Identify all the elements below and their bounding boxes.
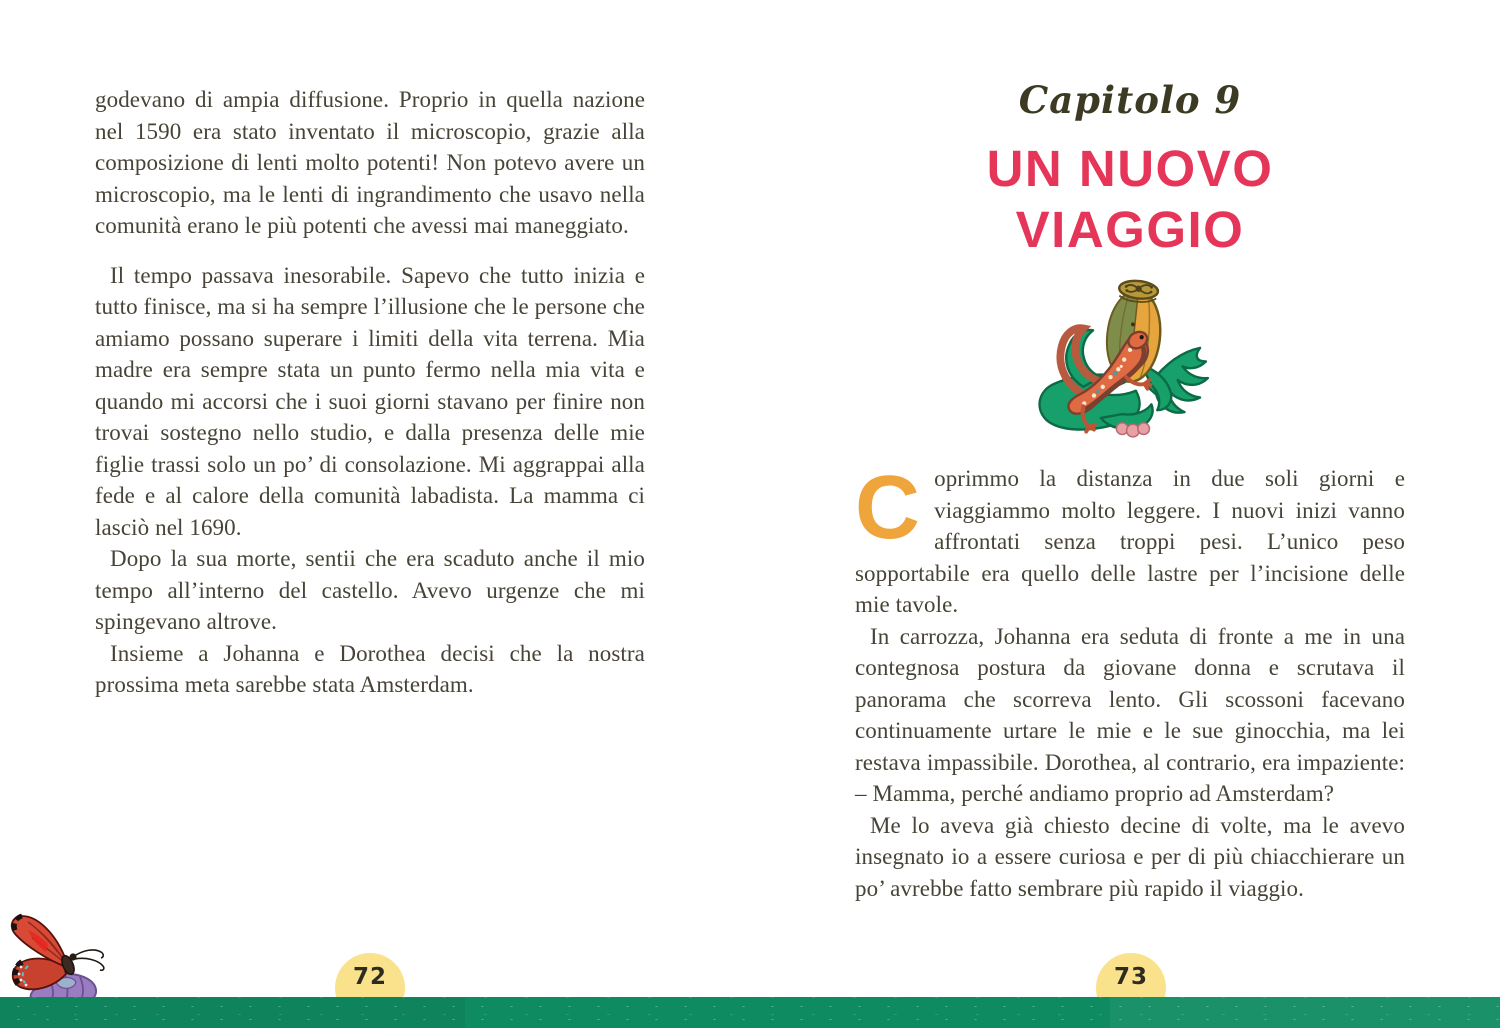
- body-paragraph: Insieme a Johanna e Dorothea decisi che la nostra prossima meta sarebbe stata Amsterdam.: [95, 640, 645, 697]
- butterfly-on-flower-illustration: [8, 908, 130, 1009]
- body-paragraph: oprimmo la distanza in due soli giorni e viaggiammo molto leggere. I nuovi inizi vanno affrontati senza troppi pesi. L’unico peso sopportabile era quello delle lastre per l’incisione delle mie tavole.: [855, 466, 1405, 617]
- chapter-number-label: Capitolo 9: [1018, 78, 1242, 122]
- page-number: 72: [352, 964, 387, 990]
- drop-cap-letter: C: [855, 458, 921, 558]
- body-paragraph: Dopo la sua morte, sentii che era scaduto anche il mio tempo all’interno del castello. Avevo urgenze che mi spingevano altrove.: [95, 546, 645, 634]
- footer-green-band: [0, 997, 1500, 1028]
- body-paragraph: Me lo aveva già chiesto decine di volte, ma le avevo insegnato io a essere curiosa e per di più chiacchierare un po’ avrebbe fatto sembrare più rapido il viaggio.: [855, 812, 1405, 901]
- right-text-column: [855, 458, 1405, 904]
- page-number: 73: [1113, 964, 1148, 990]
- body-paragraph: godevano di ampia diffusione. Proprio in quella nazione nel 1590 era stato inventato il microscopio, grazie alla composizione di lenti molto potenti! Non potevo avere un microscopio, ma le lenti di ingrandimento che usavo nella comunità erano le più potenti che avessi mai maneggiato.: [95, 87, 645, 238]
- page-right: [750, 0, 1500, 1028]
- chapter-title: [855, 138, 1405, 260]
- body-paragraph: Il tempo passava inesorabile. Sapevo che tutto inizia e tutto finisce, ma si ha sempre l’illusione che le persone che amiamo possano superare i limiti della vita terrena. Mia madre era sempre stata un punto fermo nella mia vita e quando mi accorsi che i suoi giorni stavano per finire non trovai sostegno nello studio, e dalla presenza delle mie figlie trassi solo un po’ di consolazione. Mi aggrappai alla fede e al calore della comunità labadista. La mamma ci lasciò nel 1690.: [95, 262, 645, 540]
- salamander-on-poppy-pod-illustration: [1030, 272, 1230, 457]
- body-paragraph: In carrozza, Johanna era seduta di fronte a me in una contegnosa postura da giovane donna e scrutava il panorama che scorreva lento. Gli scossoni facevano continuamente urtare le mie e le sue ginocchia, ma lei restava impassibile. Dorothea, al contrario, era impaziente: – Mamma, perché andiamo proprio ad Amsterdam?: [855, 623, 1405, 806]
- chapter-title-line1: UN NUOVO: [986, 140, 1274, 197]
- chapter-title-line2: VIAGGIO: [1015, 201, 1245, 258]
- body-paragraph-dropcap: [855, 458, 1405, 621]
- left-text-column: [95, 84, 645, 701]
